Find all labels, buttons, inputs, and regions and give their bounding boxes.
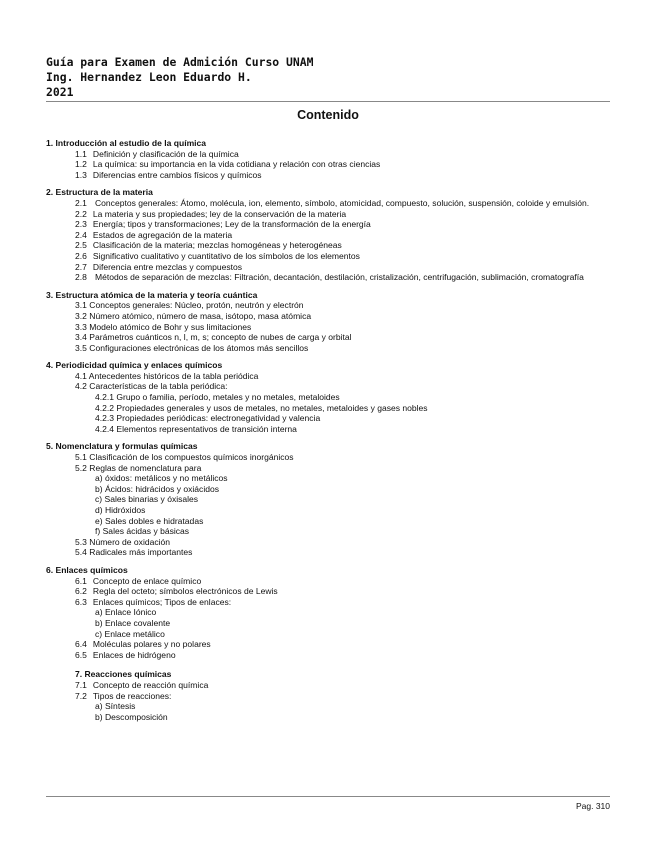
sub-list-item: e) Sales dobles e hidratadas	[95, 515, 204, 526]
sub-list-item: a) Síntesis	[95, 701, 136, 712]
sub-list-item: 4.2.3 Propiedades periódicas: electronegatividad y valencia	[95, 413, 321, 424]
list-item: 1.3 Diferencias entre cambios físicos y químicos	[75, 169, 262, 180]
sub-list-item: a) Enlace Iónico	[95, 607, 157, 618]
section-title: 6. Enlaces químicos	[46, 564, 128, 575]
list-item: 6.3 Enlaces químicos; Tipos de enlaces:	[75, 596, 232, 607]
sub-list-item: f) Sales ácidas y básicas	[95, 526, 190, 537]
list-item: 4.1 Antecedentes históricos de la tabla periódica	[75, 370, 259, 381]
sub-list-item: 4.2.2 Propiedades generales y usos de metales, no metales, metaloides y gases nobles	[95, 402, 428, 413]
section-title: 2. Estructura de la materia	[46, 187, 153, 198]
sub-list-item: c) Sales binarias y óxisales	[95, 494, 199, 505]
list-item: 3.3 Modelo atómico de Bohr y sus limitaciones	[75, 321, 252, 332]
sub-list-item: b) Enlace covalente	[95, 617, 171, 628]
page-title: Contenido	[297, 108, 359, 122]
list-item: 3.2 Número atómico, número de masa, isótopo, masa atómica	[75, 310, 312, 321]
list-item: 2.7 Diferencia entre mezclas y compuestos	[75, 261, 243, 272]
list-item: 1.2 La química: su importancia en la vida cotidiana y relación con otras ciencias	[75, 159, 381, 170]
list-item: 3.1 Conceptos generales: Núcleo, protón, neutrón y electrón	[75, 300, 304, 311]
list-item: 1.1 Definición y clasificación de la química	[75, 148, 239, 159]
list-item: 5.1 Clasificación de los compuestos químicos inorgánicos	[75, 452, 294, 463]
list-item: 2.5 Clasificación de la materia; mezclas homogéneas y heterogéneas	[75, 240, 342, 251]
sub-list-item: d) Hidróxidos	[95, 505, 146, 515]
list-item: 7.1 Concepto de reacción química	[75, 679, 209, 690]
page-number: Pag. 310	[575, 801, 610, 811]
list-item: 5.3 Número de oxidación	[75, 536, 171, 547]
sub-list-item: 4.2.4 Elementos representativos de transición interna	[95, 423, 297, 434]
header-divider	[46, 101, 610, 102]
header-author: Ing. Hernandez Leon Eduardo H.	[46, 70, 252, 84]
section-title: 3. Estructura atómica de la materia y teoría cuántica	[46, 289, 258, 300]
list-item: 3.5 Configuraciones electrónicas de los átomos más sencillos	[75, 342, 309, 353]
list-item: 6.1 Concepto de enlace químico	[75, 575, 202, 586]
list-item: 4.2 Características de la tabla periódica:	[75, 381, 228, 392]
list-item: 3.4 Parámetros cuánticos n, l, m, s; concepto de nubes de carga y orbital	[75, 332, 352, 343]
list-item: 6.5 Enlaces de hidrógeno	[75, 649, 176, 660]
document-header	[46, 55, 609, 100]
list-item: 2.3 Energía; tipos y transformaciones; Ley de la transformación de la energía	[75, 219, 371, 230]
section-title: 5. Nomenclatura y formulas químicas	[46, 441, 198, 452]
list-item: 2.4 Estados de agregación de la materia	[75, 229, 233, 240]
list-item: 2.6 Significativo cualitativo y cuantitativo de los símbolos de los elementos	[75, 250, 360, 261]
list-item: 5.4 Radicales más importantes	[75, 547, 193, 558]
section-title: 7. Reacciones químicas	[75, 669, 172, 680]
sub-list-item: a) óxidos: metálicos y no metálicos	[95, 473, 228, 484]
list-item: 2.8 Métodos de separación de mezclas: Filtración, decantación, destilación, cristalización, centrifugación, sublimación, cromatografía	[75, 272, 584, 283]
header-year: 2021	[46, 85, 74, 99]
list-item: 2.1 Conceptos generales: Átomo, molécula, ion, elemento, símbolo, atomicidad, compuesto, solución, suspensión, coloide y emulsión.	[75, 197, 590, 208]
table-of-contents	[46, 138, 612, 722]
footer-divider	[46, 796, 610, 797]
sub-list-item: c) Enlace metálico	[95, 628, 165, 639]
list-item: 7.2 Tipos de reacciones:	[75, 690, 172, 701]
sub-list-item: 4.2.1 Grupo o familia, período, metales y no metales, metaloides	[95, 392, 340, 403]
section-title: 4. Periodicidad química y enlaces químicos	[46, 360, 223, 371]
list-item: 6.4 Moléculas polares y no polares	[75, 639, 211, 650]
header-course-title: Guía para Examen de Admición Curso UNAM	[46, 55, 314, 69]
section-title: 1. Introducción al estudio de la química	[46, 138, 207, 148]
sub-list-item: b) Ácidos: hidrácidos y oxiácidos	[95, 483, 219, 494]
list-item: 6.2 Regla del octeto; símbolos electrónicos de Lewis	[75, 586, 278, 597]
list-item: 5.2 Reglas de nomenclatura para	[75, 462, 202, 473]
sub-list-item: b) Descomposición	[95, 711, 168, 722]
list-item: 2.2 La materia y sus propiedades; ley de la conservación de la materia	[75, 208, 347, 219]
